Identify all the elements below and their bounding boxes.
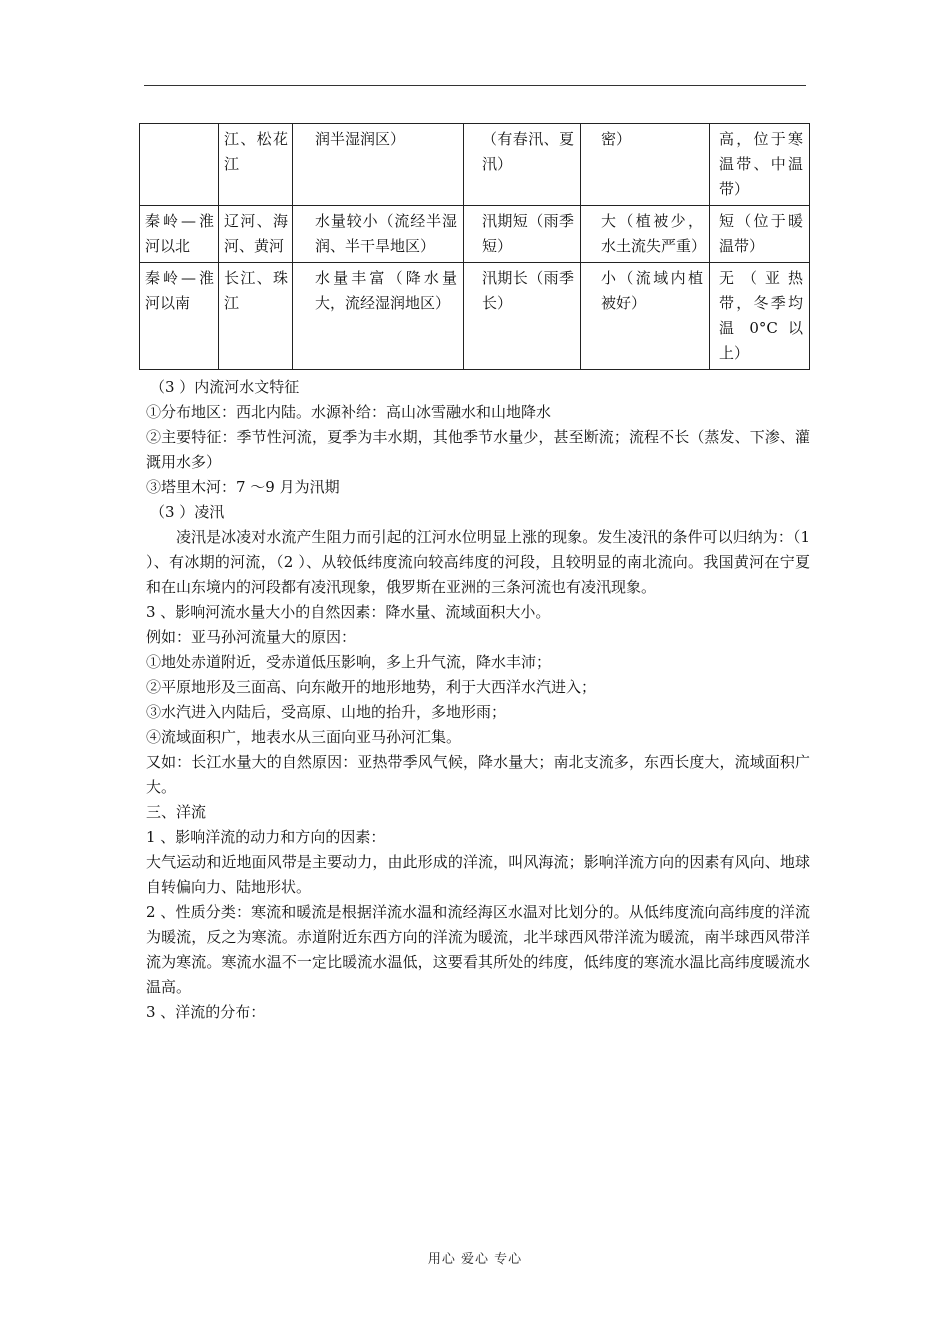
table-cell: 秦岭—淮河以南 [140,263,219,370]
table-cell: 密） [581,124,710,206]
paragraph: 大气运动和近地面风带是主要动力，由此形成的洋流，叫风海流；影响洋流方向的因素有风向、地球自转偏向力、陆地形状。 [146,853,810,896]
table-cell: 高，位于寒温带、中温带） [710,124,810,206]
table-cell: 水量较小（流经半湿润、半干旱地区） [293,206,464,263]
paragraph: ①分布地区：西北内陆。水源补给：高山冰雪融水和山地降水 [146,403,552,421]
paragraph: ③塔里木河：7 ～9 月为汛期 [146,478,340,496]
table-cell: 短（位于暖温带） [710,206,810,263]
table-cell: 长江、珠江 [219,263,293,370]
paragraph: 又如：长江水量大的自然原因：亚热带季风气候，降水量大；南北支流多，东西长度大，流域面积广大。 [146,753,810,796]
paragraph: 2 、性质分类：寒流和暖流是根据洋流水温和流经海区水温对比划分的。从低纬度流向高纬度的洋流为暖流，反之为寒流。赤道附近东西方向的洋流为暖流，北半球西风带洋流为暖流，南半球西风带洋流为寒流。寒流水温不一定比暖流水温低，这要看其所处的纬度，低纬度的寒流水温比高纬度暖流水温高。 [146,903,810,996]
paragraph: 3 、洋流的分布： [146,1003,266,1021]
paragraph: 例如：亚马孙河流量大的原因： [146,628,357,646]
table-cell: 秦岭—淮河以北 [140,206,219,263]
table-row [140,124,810,206]
table-cell: （有春汛、夏汛） [464,124,581,206]
river-hydrology-table [139,123,810,370]
paragraph: ①地处赤道附近，受赤道低压影响，多上升气流，降水丰沛； [146,653,552,671]
section-heading-ocean-currents: 三、洋流 [146,803,207,821]
table-cell: 水量丰富（降水量大，流经湿润地区） [293,263,464,370]
table-cell: 江、松花江 [219,124,293,206]
paragraph: ②主要特征：季节性河流，夏季为丰水期，其他季节水量少，甚至断流；流程不长（蒸发、下渗、灌溉用水多） [146,428,810,471]
paragraph: ③水汽进入内陆后，受高原、山地的抬升，多地形雨； [146,703,507,721]
table-cell: 汛期短（雨季短） [464,206,581,263]
paragraph: 1 、影响洋流的动力和方向的因素： [146,828,386,846]
paragraph: 凌汛是冰凌对水流产生阻力而引起的江河水位明显上涨的现象。发生凌汛的条件可以归纳为：（1 ）、有冰期的河流，（2 ）、从较低纬度流向较高纬度的河段，且较明显的南北流向。我国黄河在宁夏和在山东境内的河段都有凌汛现象，俄罗斯在亚洲的三条河流也有凌汛现象。 [146,528,810,596]
table-cell: 辽河、海河、黄河 [219,206,293,263]
table-cell: 大（植被少，水土流失严重） [581,206,710,263]
section-heading-ice-flood: （3 ）凌汛 [150,503,225,521]
body-text [146,375,810,1025]
paragraph: ④流域面积广，地表水从三面向亚马孙河汇集。 [146,728,462,746]
section-heading-inland-rivers: （3 ）内流河水文特征 [150,378,300,396]
table-row [140,206,810,263]
page-footer: 用心 爱心 专心 [427,1252,523,1267]
table-cell: 无（亚热带，冬季均温 0°C 以上） [710,263,810,370]
table-row [140,263,810,370]
table-cell: 小（流域内植被好） [581,263,710,370]
table-cell: 汛期长（雨季长） [464,263,581,370]
header-rule [144,85,806,86]
table-cell [140,124,219,206]
paragraph: 3 、影响河流水量大小的自然因素：降水量、流域面积大小。 [146,603,551,621]
paragraph: ②平原地形及三面高、向东敞开的地形地势，利于大西洋水汽进入； [146,678,597,696]
table-cell: 润半湿润区） [293,124,464,206]
